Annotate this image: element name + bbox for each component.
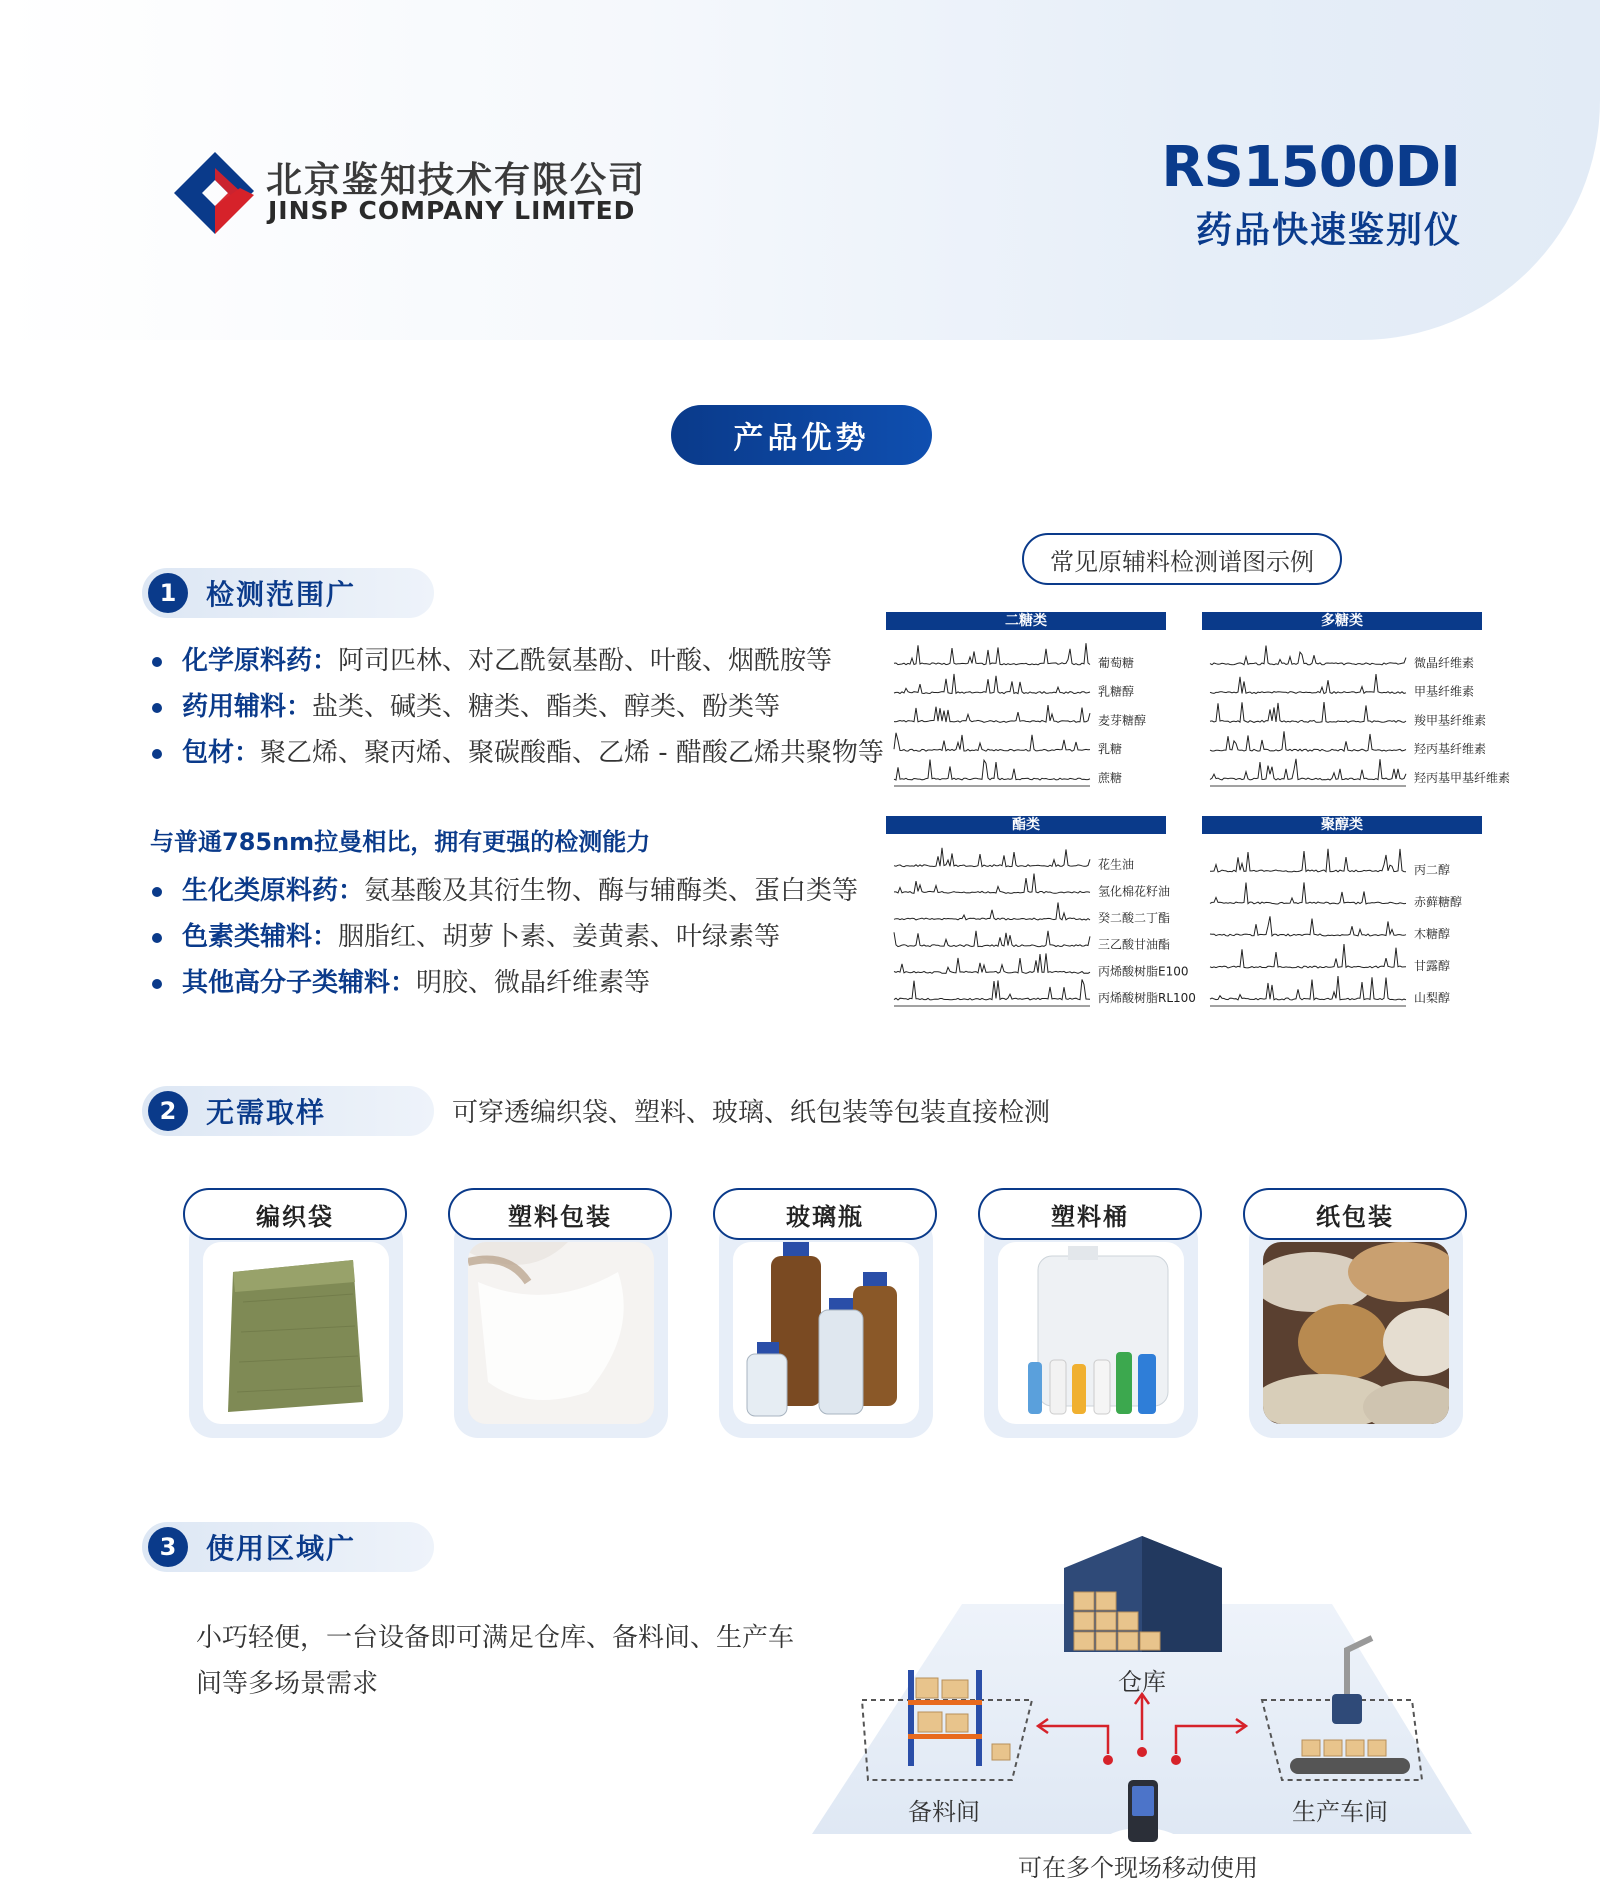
package-label: 玻璃瓶 — [713, 1188, 937, 1240]
spectrum-trace — [1210, 916, 1406, 936]
spectrum-trace — [894, 979, 1090, 1000]
spectrum-label: 甘露醇 — [1414, 959, 1451, 973]
company-logo — [170, 148, 260, 238]
spectrum-trace — [894, 733, 1090, 751]
spectrum-trace — [1210, 702, 1406, 722]
section-3-number: 3 — [148, 1527, 188, 1567]
spectrum-trace — [1210, 944, 1406, 968]
company-name-en: JINSP COMPANY LIMITED — [268, 196, 636, 225]
usage-scene — [812, 1530, 1472, 1892]
section-2-number: 2 — [148, 1091, 188, 1131]
section-1-title: 检测范围广 — [206, 578, 357, 611]
company-name-cn: 北京鉴知技术有限公司 — [266, 160, 647, 201]
spectrum-panel-polysaccharides — [1202, 612, 1511, 798]
package-label: 塑料桶 — [978, 1188, 1202, 1240]
spectrum-chart — [1202, 630, 1522, 798]
package-card-glass-bottle — [713, 1188, 937, 1440]
spectrum-trace — [1210, 882, 1406, 904]
section-1-header — [142, 568, 434, 618]
list-item: 生化类原料药：氨基酸及其衍生物、酶与辅酶类、蛋白类等 — [150, 868, 858, 914]
panel-title: 二糖类 — [886, 612, 1166, 630]
spectrum-label: 甲基纤维素 — [1414, 684, 1475, 699]
spectrum-trace — [894, 760, 1090, 780]
package-card-paper — [1243, 1188, 1467, 1440]
section-3-title: 使用区域广 — [206, 1532, 357, 1565]
package-card-woven-bag — [183, 1188, 407, 1440]
spectrum-label: 癸二酸二丁酯 — [1098, 911, 1171, 925]
spectrum-label: 羟丙基纤维素 — [1414, 742, 1487, 757]
spectrum-chart — [1202, 834, 1522, 1018]
spectrum-trace — [894, 705, 1090, 722]
spectrum-trace — [1210, 849, 1406, 872]
section-3-description: 小巧轻便，一台设备即可满足仓库、备料间、生产车间等多场景需求 — [196, 1623, 795, 1699]
spectrum-trace — [1210, 759, 1406, 780]
advantages-banner: 产品优势 — [671, 405, 932, 465]
spectrum-panel-disaccharides — [886, 612, 1166, 798]
spectrum-label: 三乙酸甘油酯 — [1098, 937, 1171, 952]
product-name: 药品快速鉴别仪 — [1195, 210, 1462, 251]
usage-scene-illustration — [812, 1530, 1472, 1892]
spectrum-label: 麦芽糖醇 — [1098, 713, 1147, 728]
spectrum-label: 赤藓糖醇 — [1414, 895, 1463, 909]
spectrum-trace — [894, 643, 1090, 665]
paper-package-image — [1263, 1242, 1449, 1424]
section-2-description: 可穿透编织袋、塑料、玻璃、纸包装等包装直接检测 — [452, 1098, 1051, 1128]
section-2-header — [142, 1086, 434, 1136]
warehouse-label: 仓库 — [1118, 1668, 1166, 1696]
spectrum-label: 蔗糖 — [1098, 771, 1123, 785]
panel-title: 酯类 — [886, 816, 1166, 834]
spectrum-trace — [1210, 976, 1406, 1000]
panel-title: 多糖类 — [1202, 612, 1482, 630]
spectrum-label: 乳糖 — [1098, 742, 1123, 757]
list-item: 其他高分子类辅料：明胶、微晶纤维素等 — [150, 960, 858, 1006]
model-number: RS1500DI — [1161, 135, 1460, 200]
spectrum-label: 羟丙基甲基纤维素 — [1414, 771, 1511, 785]
spectrum-label: 木糖醇 — [1414, 927, 1451, 941]
spectrum-chart — [886, 630, 1206, 798]
spectrum-trace — [894, 874, 1090, 894]
section-1-list-2 — [150, 868, 858, 1006]
spectrum-trace — [1210, 731, 1406, 751]
spectrum-label: 葡萄糖 — [1098, 655, 1135, 670]
package-label: 纸包装 — [1243, 1188, 1467, 1240]
spectrum-panel-esters — [886, 816, 1196, 1018]
plastic-package-image — [468, 1242, 654, 1424]
spectrum-label: 山梨醇 — [1414, 991, 1451, 1005]
list-item: 化学原料药：阿司匹林、对乙酰氨基酚、叶酸、烟酰胺等 — [150, 638, 884, 684]
spectrum-chart — [886, 834, 1206, 1018]
package-label: 塑料包装 — [448, 1188, 672, 1240]
spectrum-trace — [1210, 674, 1406, 694]
prep-room-label: 备料间 — [908, 1798, 980, 1826]
section-3-header — [142, 1522, 434, 1572]
section-1-number: 1 — [148, 573, 188, 613]
package-card-plastic-drum — [978, 1188, 1202, 1440]
spectrum-trace — [894, 848, 1090, 867]
spectrum-trace — [894, 903, 1090, 921]
spectrum-label: 花生油 — [1098, 857, 1135, 872]
spectrum-trace — [1210, 646, 1406, 665]
package-label: 编织袋 — [183, 1188, 407, 1240]
woven-bag-image — [203, 1242, 389, 1424]
spectrum-label: 微晶纤维素 — [1414, 655, 1475, 670]
spectrum-label: 羧甲基纤维素 — [1414, 713, 1487, 728]
spectrum-panel-polyols — [1202, 816, 1482, 1018]
list-item: 包材：聚乙烯、聚丙烯、聚碳酸酯、乙烯 - 醋酸乙烯共聚物等 — [150, 730, 884, 776]
spectrum-trace — [894, 931, 1090, 947]
spectrum-trace — [894, 674, 1090, 694]
spectrum-label: 乳糖醇 — [1098, 684, 1135, 699]
package-card-plastic — [448, 1188, 672, 1440]
workshop-label: 生产车间 — [1292, 1798, 1388, 1826]
spectrum-label: 氢化棉花籽油 — [1098, 884, 1171, 899]
list-item: 药用辅料：盐类、碱类、糖类、酯类、醇类、酚类等 — [150, 684, 884, 730]
section-2-title: 无需取样 — [206, 1096, 327, 1129]
section-1-list — [150, 638, 884, 776]
plastic-drum-image — [998, 1242, 1184, 1424]
spectrum-label: 丙烯酸树脂RL100 — [1098, 991, 1196, 1005]
list-item: 色素类辅料：胭脂红、胡萝卜素、姜黄素、叶绿素等 — [150, 914, 858, 960]
spectra-caption: 常见原辅料检测谱图示例 — [1022, 533, 1342, 585]
spectrum-label: 丙二醇 — [1414, 863, 1451, 877]
spectrum-trace — [894, 953, 1090, 973]
panel-title: 聚醇类 — [1202, 816, 1482, 834]
glass-bottle-image — [733, 1242, 919, 1424]
section-1-subhead: 与普通785nm拉曼相比，拥有更强的检测能力 — [150, 828, 651, 856]
spectrum-label: 丙烯酸树脂E100 — [1098, 964, 1189, 979]
mobile-use-caption: 可在多个现场移动使用 — [1018, 1854, 1258, 1882]
